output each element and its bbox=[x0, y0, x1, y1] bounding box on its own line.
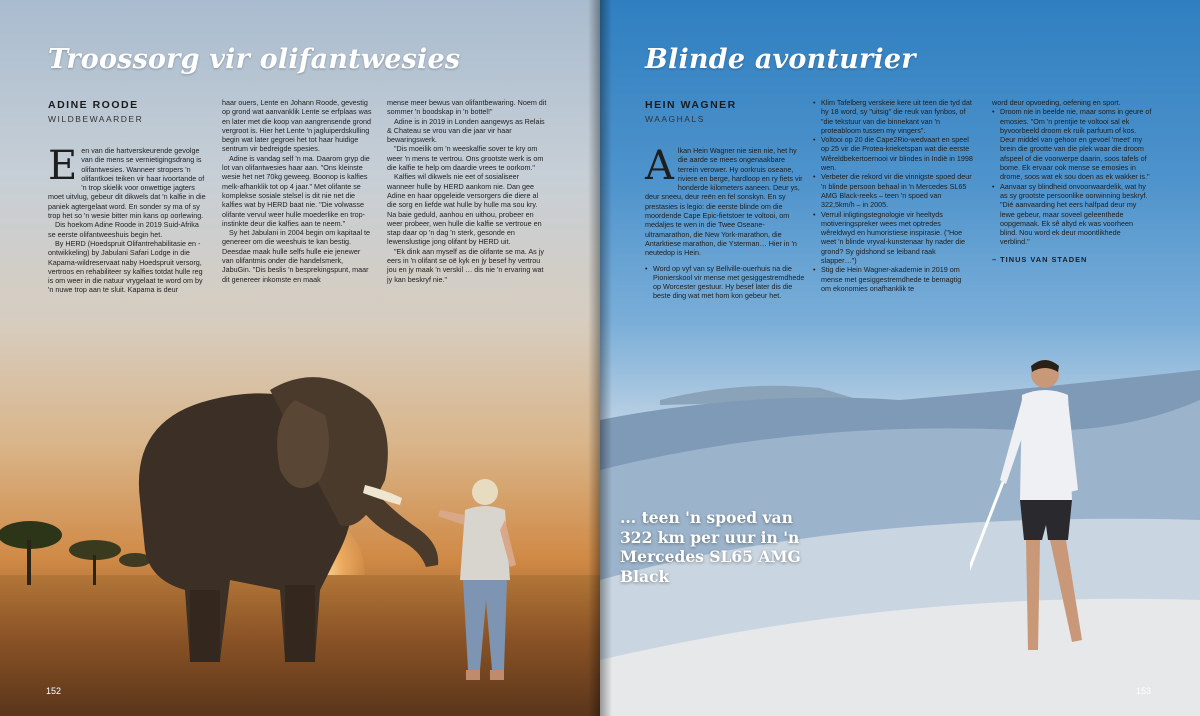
right-column-3 bbox=[992, 98, 1152, 264]
left-col3-para-3: "Dis moeilik om 'n weeskalfie sover te kry om weer 'n mens te vertrou. Ons grootste werk is om die kalfie te help om daardie vrees te oorkom." bbox=[387, 144, 544, 173]
right-col3-intro: word deur opvoeding, oefening en sport. bbox=[992, 98, 1121, 107]
book-gutter bbox=[588, 0, 612, 716]
right-page-number: 153 bbox=[1136, 686, 1152, 696]
right-col1-list bbox=[645, 264, 805, 301]
left-col2-para-3: Sy het Jabulani in 2004 begin om kapitaal te genereer om die weeshuis te kan bestig. Deesdae maak hulle selfs hulle eie jenewer van olifantmis onder die handelsmerk, JabuGin. "Dis beslis 'n besprekingspunt, maar dit genereer inkomste en maak bbox=[222, 228, 371, 284]
right-page bbox=[600, 0, 1200, 716]
left-col1-para-3: By HERD (Hoedspruit Olifantrehabilitasie en -ontwikkeling) by Jabulani Safari Lodge in die Kapama-wildreservaat naby Hoedspruit versorg, vertroos en rehabiliteer sy kalfies totdat hulle reg is om weer in die natuur vrygelaat te word om by 'n nuwe trop aan te sluit. Kapama is deur bbox=[48, 238, 203, 295]
right-dropcap: A bbox=[645, 143, 674, 189]
list-item: • Droom nie in beelde nie, maar soms in geure of emosies. "Om 'n prentjie te voltooi sal ek byvoorbeeld droom ek ruik parfuum of kos. Deur middel van gehoor en gevoel 'meet' my brein die grootte van die plek waar die droom afspeel of die voorwerpe daarin, soos tafels of bome. Ek ervaar ook mense se emosies in drome, soos wat ek sou doen as ek wakker is." bbox=[992, 107, 1152, 181]
right-column-2 bbox=[813, 98, 973, 293]
left-column-2 bbox=[222, 98, 372, 284]
left-col3-para-1: mense meer bewus van olifantbewaring. Noem dit sommer 'n boodskap in 'n bottel!" bbox=[387, 98, 547, 117]
right-article-title: Blinde avonturier bbox=[645, 44, 916, 75]
right-col2-list bbox=[813, 98, 973, 293]
list-item: • Verruil inligtingstegnologie vir heeltyds motiveringspreker wees met optredes wêreldwyd en humoristiese inspirasie. ("Hoe weet 'n blinde vryval-kunstenaar hy nader die grond? Sy gidshond se leiband raak slapper…") bbox=[813, 210, 973, 266]
right-col1-intro: Alkan Hein Wagner nie sien nie, het hy die aarde se mees ongenaakbare terrein verower. Hy oorkruis oseane, riviere en berge, hardloop en ry fiets vir honderde kilometers aaneen. Deur ys, deur sneeu, deur reën en fel sonskyn. En sy prestasies is legio: die eerste blinde om die moordende Cape Epic-fietstoer te voltooi, om medaljes te wen in die Twee Oseane-ultramarathon, die New York-marathon, die Antarktiese marathon, die Ysterman… Hier in 'n neutedop is Hein. bbox=[645, 143, 803, 258]
list-item: • Voltooi op 20 die Cape2Rio-wedvaart en speel op 25 vir die Protea-krieketspan wat die eerste Wêreldbekertoernooi vir blindes in Indië in 1998 wen. bbox=[813, 135, 973, 172]
woman-caretaker-image bbox=[430, 470, 540, 700]
right-author-role: WAAGHALS bbox=[645, 114, 705, 124]
left-column-3 bbox=[387, 98, 547, 284]
list-item: • Word op vyf van sy Bellville-ouerhuis na die Pionierskool vir mense met gesiggestremdhede op Worcester gestuur. Hy besef later dis die beste ding wat met hom kon gebeur het. bbox=[645, 264, 805, 301]
list-item: • Aanvaar sy blindheid onvoorwaardelik, wat hy as sy grootste persoonlike oorwinning beskryf. "Dié aanvaarding het eers halfpad deur my lewe gebeur, maar soveel geleenthede oopgemaak. Ek sê altyd ek was voorheen blind. Nou word ek deur moontlikhede verblind." bbox=[992, 182, 1152, 247]
left-article-title: Troossorg vir olifantwesies bbox=[48, 44, 461, 75]
elephant-image bbox=[120, 360, 480, 690]
right-col3-list bbox=[992, 107, 1152, 246]
left-col3-para-4: Kalfies wil dikwels nie eet of sosialiseer wanneer hulle by HERD aankom nie. Dan gee Adine en haar opgeleide versorgers die diere al die sorg en liefde wat hulle by hulle ma sou kry. Na baie geduld, aanhou en uithou, probeer en weer probeer, wen hulle die kalfie se vertroue en stap daar op 'n dag 'n sterk, gesonde en lewenslustige jong olifant by HERD uit. bbox=[387, 172, 542, 247]
author-credit: – TINUS VAN STADEN bbox=[992, 254, 1088, 264]
left-col2-para-2: Adine is vandag self 'n ma. Daarom gryp die lot van olifantwesies haar aan. "Ons kleinste wesie het net 70kg geweeg. Boonop is kalfies melk-afhanklik tot op 4 jaar." Met olifante se komplekse sosiale stelsel is dit nie net die kalfies wat by HERD baat nie. "Die volwasse olifante vervul weer hulle moederlike en trop-instinkte deur die kalfies aan te neem." bbox=[222, 153, 370, 228]
left-column-1 bbox=[48, 143, 208, 295]
left-dropcap: E bbox=[48, 143, 78, 189]
blind-man-with-cane-image bbox=[970, 350, 1110, 680]
right-column-1 bbox=[645, 143, 805, 301]
list-item: • Stig die Hein Wagner-akademie in 2019 om mense met gesiggestremdhede te bemagtig om ekonomies onafhanklik te bbox=[813, 265, 973, 293]
left-page-number: 152 bbox=[46, 686, 62, 696]
left-col1-para-2: Dis hoekom Adine Roode in 2019 Suid-Afrika se eerste olifantweeshuis begin het. bbox=[48, 220, 199, 239]
list-item: • Verbeter die rekord vir die vinnigste spoed deur 'n blinde persoon behaal in 'n Mercedes SL65 AMG Black-reeks – teen 'n spoed van 322,5km/h – in 2005. bbox=[813, 172, 973, 209]
list-item: • Klim Tafelberg verskeie kere uit teen die tyd dat hy 18 word, sy "uitsig" die reuk van fynbos, of "die tekstuur van die binnekant van 'n proteabloom tussen my vingers". bbox=[813, 98, 973, 135]
right-author-name: HEIN WAGNER bbox=[645, 99, 737, 111]
pull-quote: ... teen 'n spoed van 322 km per uur in 'n Mercedes SL65 AMG Black bbox=[620, 508, 801, 586]
left-col3-para-2: Adine is in 2019 in Londen aangewys as Relais & Chateau se vrou van die jaar vir haar bewaringswerk. bbox=[387, 116, 545, 145]
left-col3-para-5: "Ek dink aan myself as die olifante se ma. As jy eers in 'n olifant se oë kyk en jy besef hy vertrou jou en jy maak 'n verskil … dis nie 'n ervaring wat jy kan beskryf nie." bbox=[387, 246, 544, 284]
left-col2-para-1: haar ouers, Lente en Johann Roode, gevestig op grond wat aanvanklik Lente se erfplaas was en later met die koop van aangrensende grond vergroot is. Hier het Lente 'n jagluiperdskulling begin wat later gegroei het tot haar huidige sentrum vir bedreigde spesies. bbox=[222, 98, 372, 154]
left-author-role: WILDBEWAARDER bbox=[48, 114, 144, 124]
left-col1-para-1: Een van die hartverskeurende gevolge van die mens se vernietigingsdrang is olifantwesies. Wanneer stropers 'n olifantkoei teiken vir haar ivoortande of 'n trop skielik voor onwettige jagters moet uitvlug, gebeur dit dikwels dat 'n kalfie in die paniek agtergelaat word. En sonder sy ma of sy trop het so 'n wesie bitter min kans op oorlewing. bbox=[48, 143, 206, 221]
left-author-name: ADINE ROODE bbox=[48, 99, 139, 111]
